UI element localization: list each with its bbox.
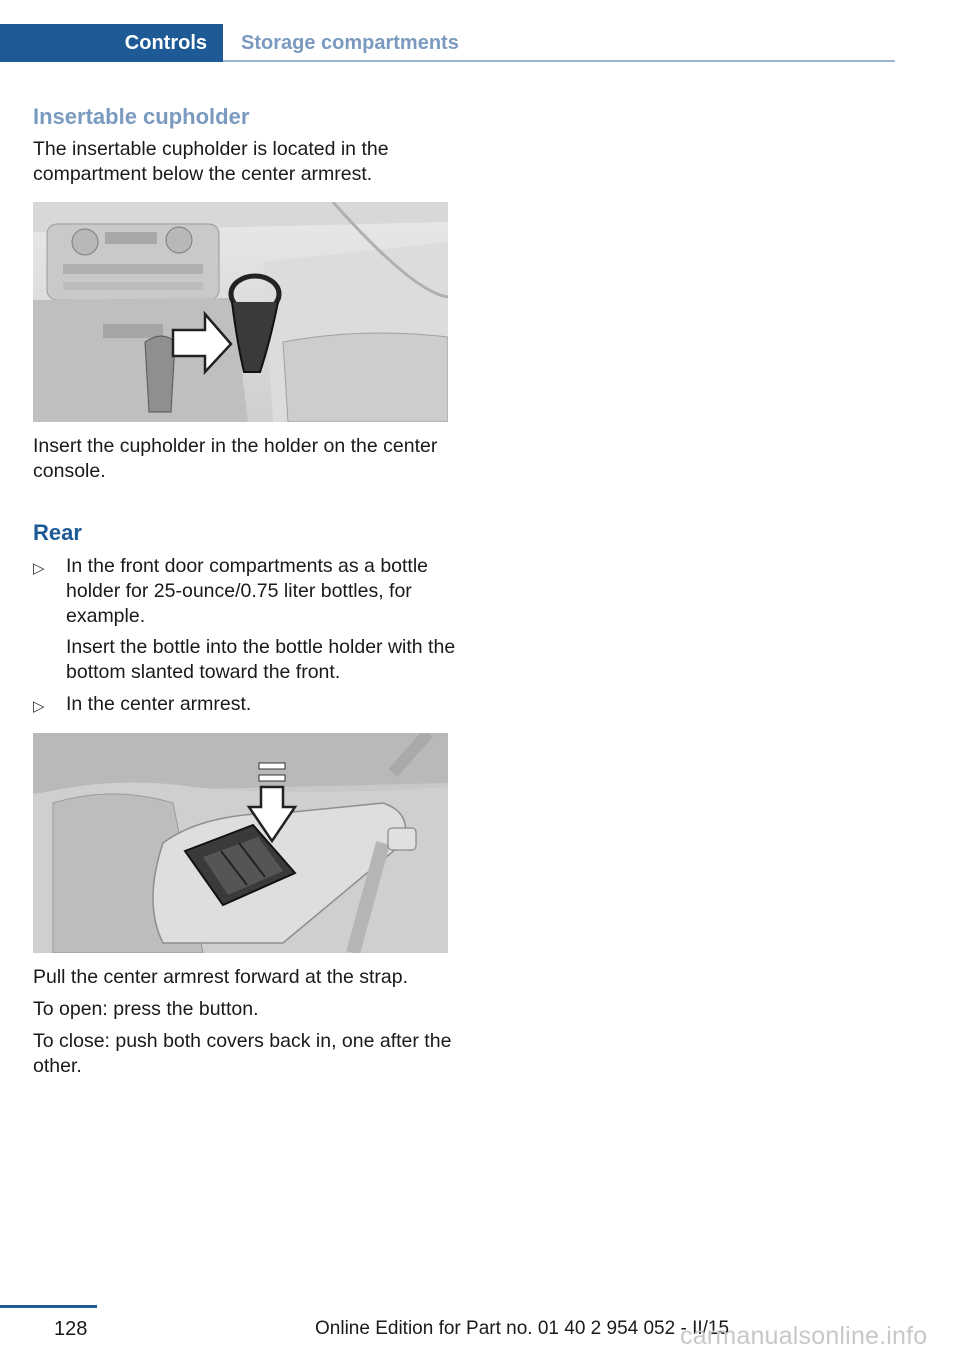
header-rule bbox=[223, 60, 895, 62]
rear-item-center-armrest: In the center armrest. bbox=[66, 693, 252, 715]
insertable-intro: The insertable cupholder is located in the compartment below the center armrest. bbox=[33, 138, 389, 185]
insertable-cupholder-heading: Insertable cupholder bbox=[33, 104, 250, 129]
rear-item-front-door: In the front door compartments as a bottle holder for 25-ounce/0.75 liter bottles, for example. bbox=[66, 555, 429, 627]
rear-item-front-door-note: Insert the bottle into the bottle holder with the bottom slanted toward the front. bbox=[66, 636, 456, 683]
armrest-close-text: To close: push both covers back in, one after the other. bbox=[33, 1030, 452, 1077]
bullet-icon: ▷ bbox=[33, 560, 45, 577]
armrest-pull-text: Pull the center armrest forward at the strap. bbox=[33, 966, 408, 988]
chapter-tab: Controls bbox=[0, 24, 223, 62]
edition-text: Online Edition for Part no. 01 40 2 954 052 - II/15 bbox=[315, 1318, 730, 1339]
armrest-figure bbox=[33, 733, 448, 953]
page-header bbox=[0, 24, 895, 62]
bullet-icon: ▷ bbox=[33, 698, 45, 715]
footer-rule bbox=[0, 1305, 97, 1308]
insertable-instruction: Insert the cupholder in the holder on the center console. bbox=[33, 435, 438, 482]
watermark: carmanualsonline.info bbox=[680, 1322, 928, 1350]
cupholder-illustration bbox=[33, 202, 448, 422]
cupholder-figure bbox=[33, 202, 448, 422]
rear-heading: Rear bbox=[33, 520, 82, 545]
section-title: Storage compartments bbox=[241, 32, 459, 54]
armrest-open-text: To open: press the button. bbox=[33, 998, 259, 1020]
page-number: 128 bbox=[54, 1318, 88, 1340]
armrest-illustration bbox=[33, 733, 448, 953]
